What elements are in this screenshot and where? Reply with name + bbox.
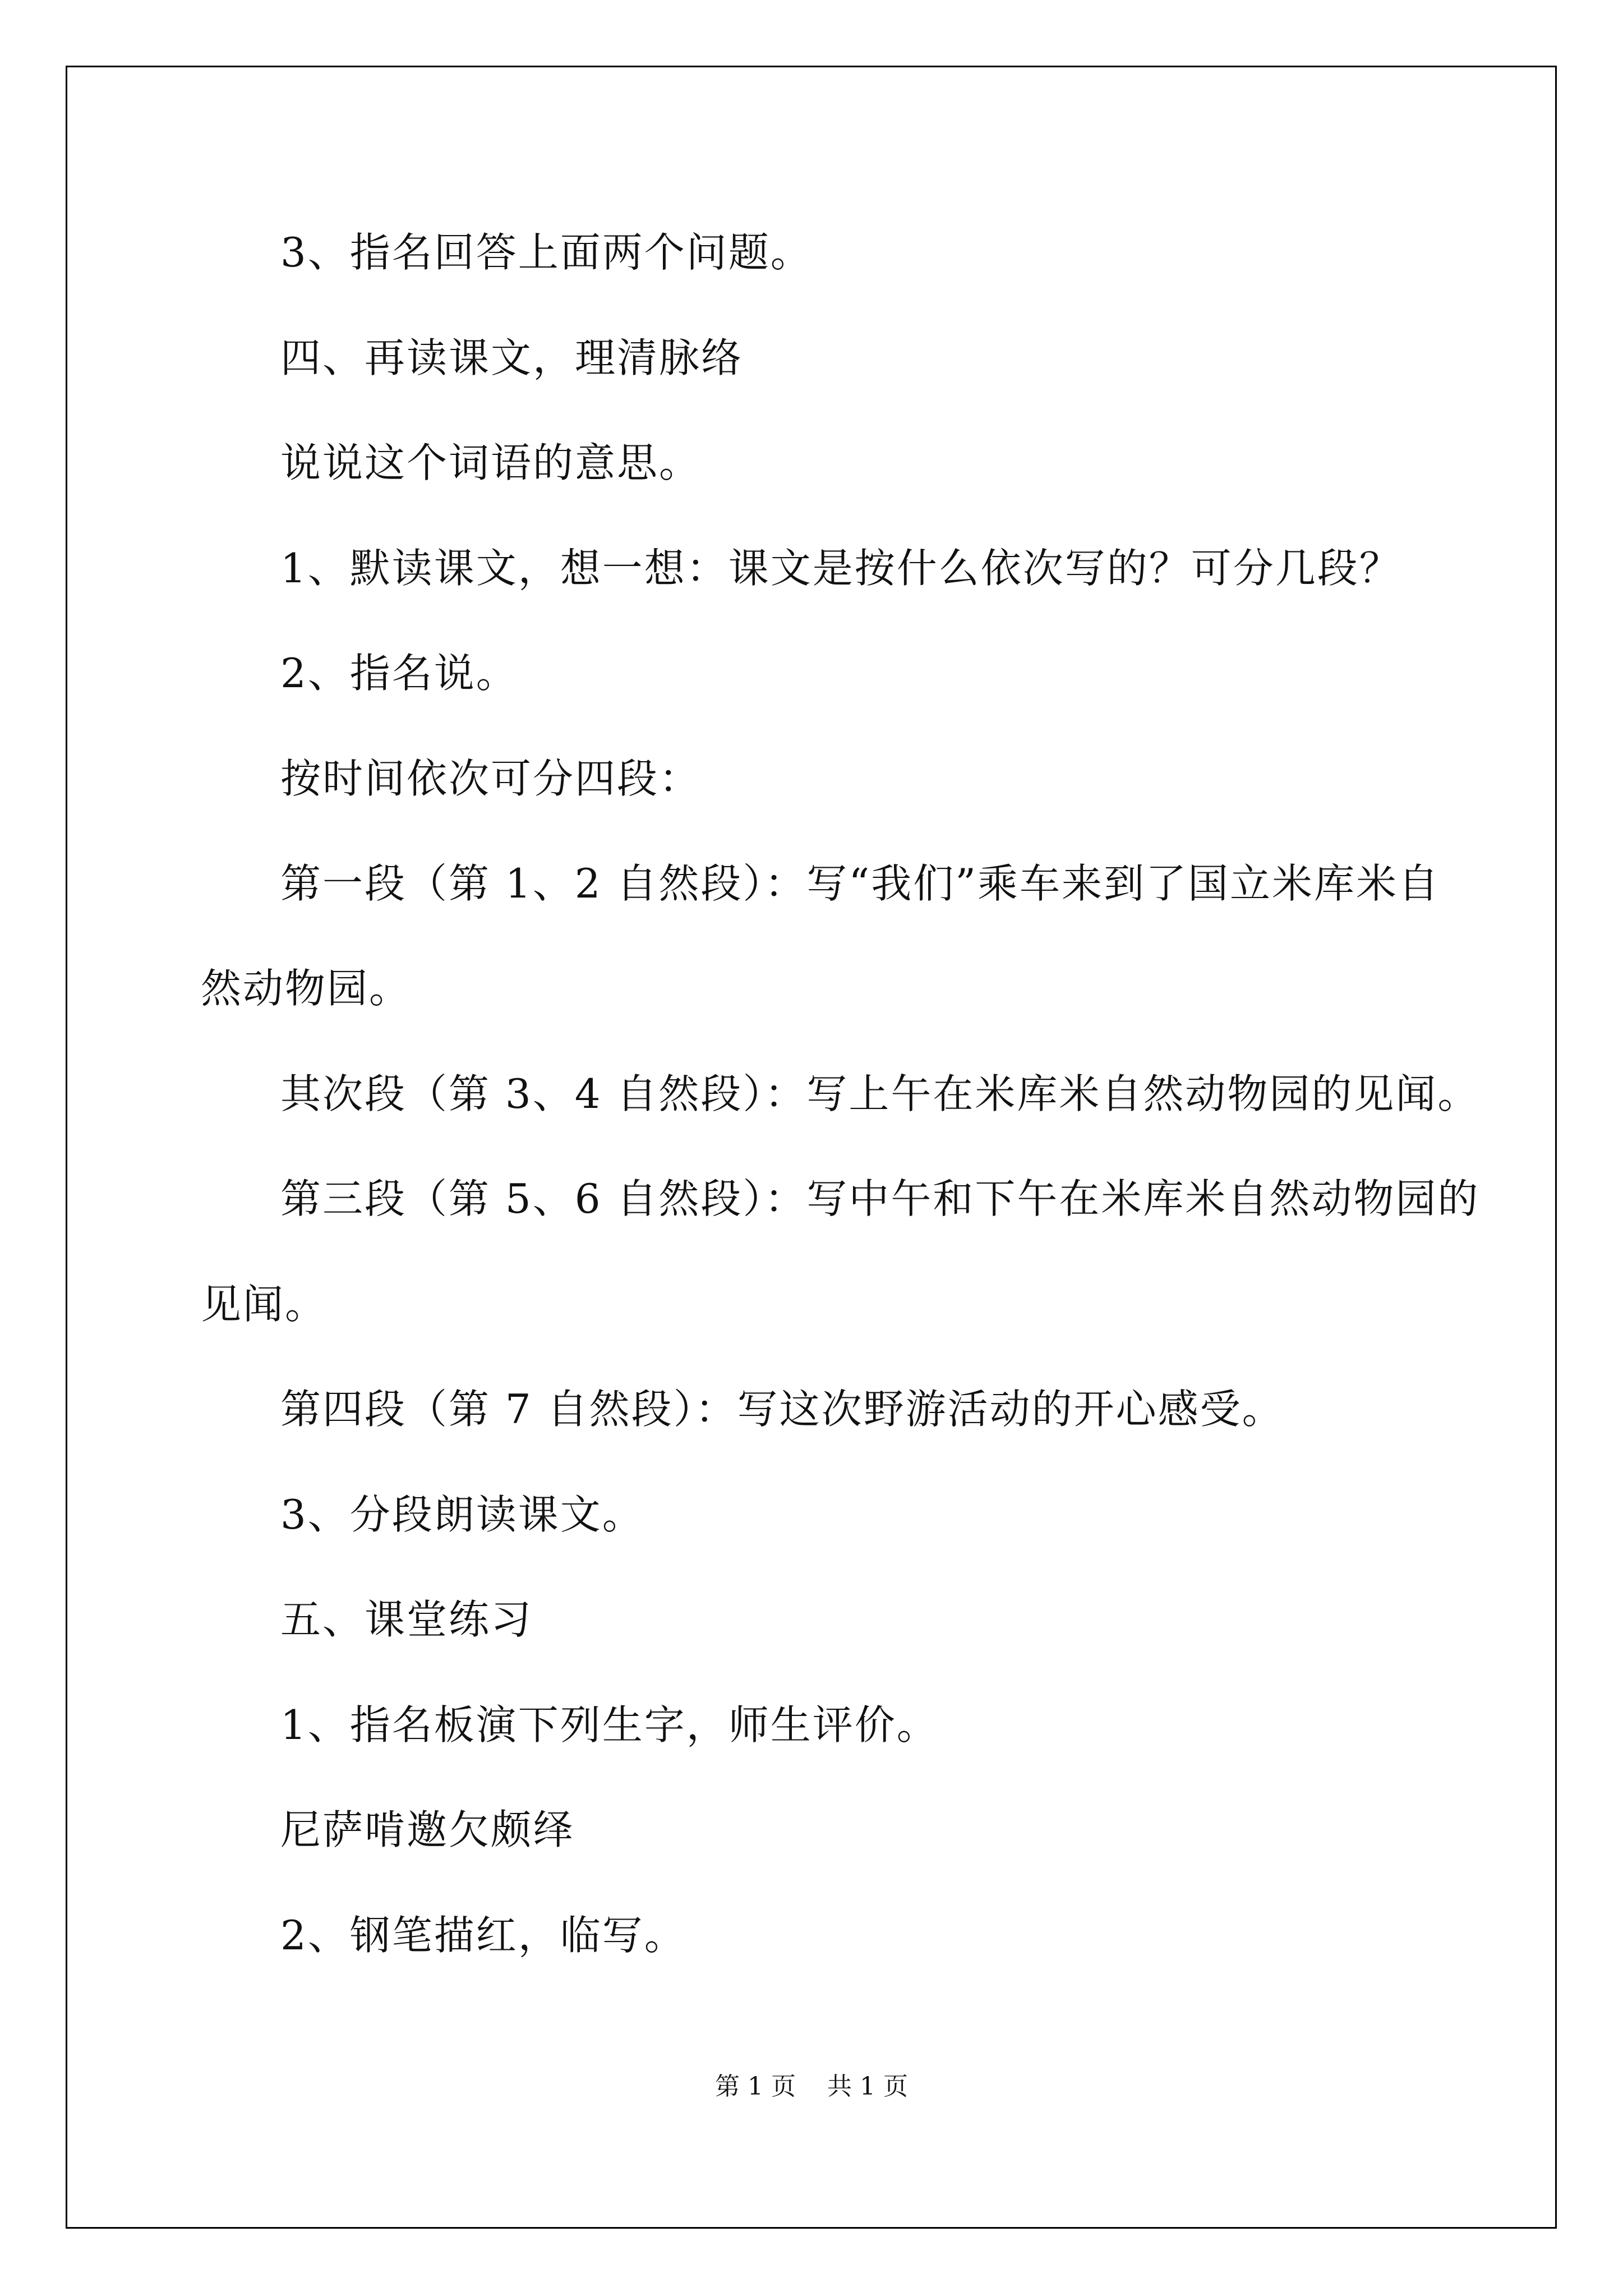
paragraph-9-line-1: 第三段（第 5、6 自然段）：写中午和下午在米库米自然动物园的: [280, 1175, 1480, 1222]
paragraph-6: 按时间依次可分四段：: [280, 755, 702, 802]
page-border: [66, 66, 1557, 2229]
paragraph-9-line-2: 见闻。: [201, 1281, 328, 1328]
page-total: 共 1 页: [827, 2072, 908, 2101]
paragraph-14: 尼萨啃邀欠颇绎: [280, 1806, 575, 1853]
paragraph-10: 第四段（第 7 自然段）：写这次野游活动的开心感受。: [280, 1386, 1284, 1433]
paragraph-8: 其次段（第 3、4 自然段）：写上午在米库米自然动物园的见闻。: [280, 1070, 1480, 1117]
paragraph-7-line-1: 第一段（第 1、2 自然段）：写“我们”乘车来到了国立米库米自: [280, 860, 1441, 907]
paragraph-7-line-2: 然动物园。: [201, 965, 412, 1012]
paragraph-15: 2、钢笔描红，临写。: [280, 1912, 686, 1959]
paragraph-1: 3、指名回答上面两个问题。: [280, 229, 813, 276]
page-footer: [0, 2070, 1623, 2104]
paragraph-3: 说说这个词语的意思。: [280, 439, 702, 486]
paragraph-13: 1、指名板演下列生字，师生评价。: [280, 1701, 939, 1749]
paragraph-5: 2、指名说。: [280, 650, 518, 697]
page-number: 第 1 页: [715, 2072, 796, 2101]
section-heading-5: 五、课堂练习: [280, 1596, 533, 1643]
paragraph-4: 1、默读课文，想一想：课文是按什么依次写的？可分几段？: [280, 545, 1401, 592]
paragraph-11: 3、分段朗读课文。: [280, 1491, 644, 1538]
section-heading-4: 四、再读课文，理清脉络: [280, 334, 744, 381]
